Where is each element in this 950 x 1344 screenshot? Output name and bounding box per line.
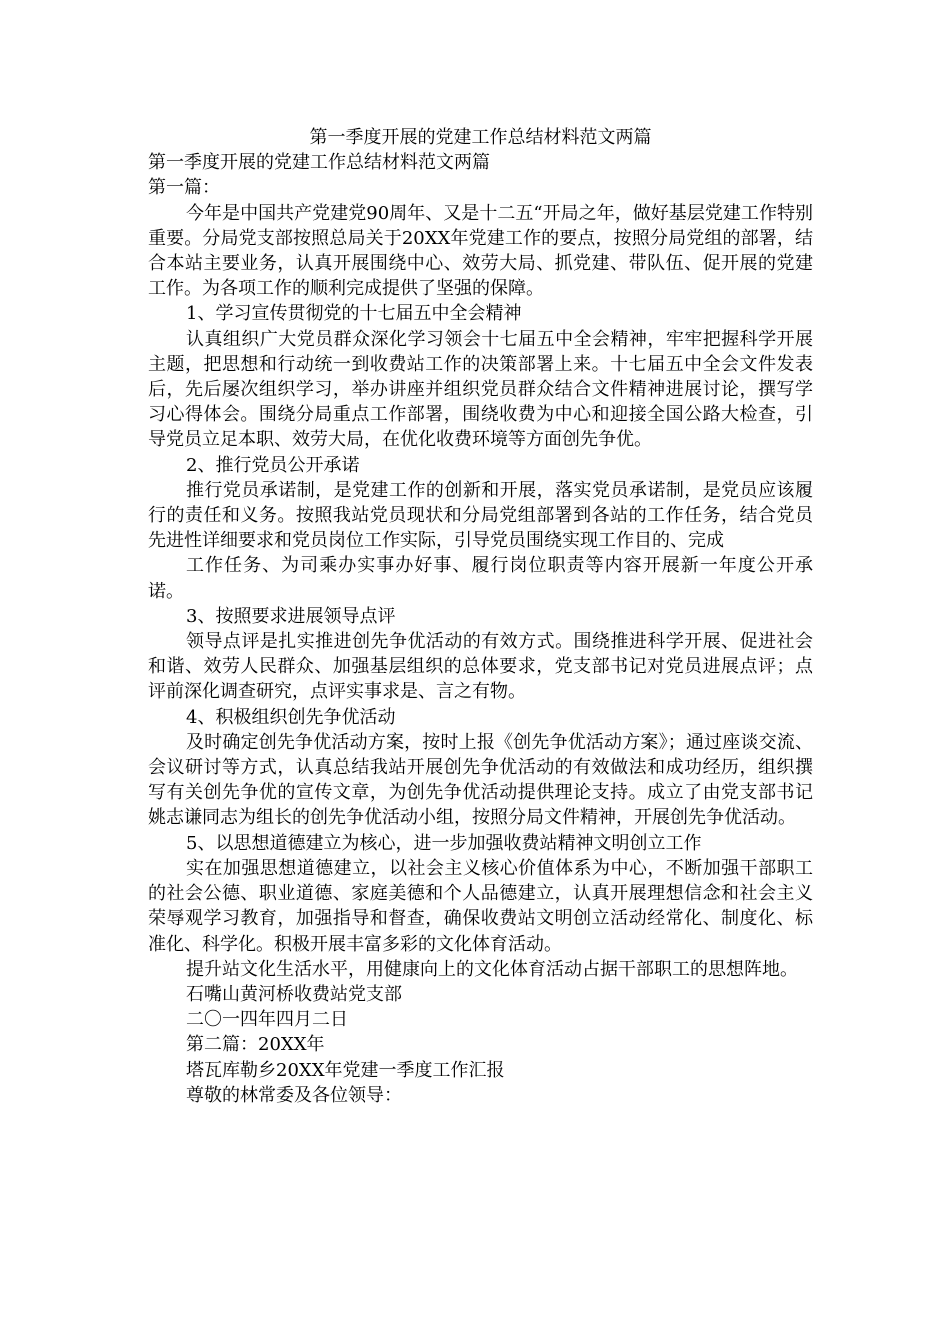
- section-4-heading: 4、积极组织创先争优活动: [186, 706, 396, 728]
- section-5-heading: 5、以思想道德建立为核心，进一步加强收费站精神文明创立工作: [186, 832, 702, 854]
- section-1-heading: 1、学习宣传贯彻党的十七届五中全会精神: [186, 303, 522, 325]
- part-two-title: 塔瓦库勒乡20XX年党建一季度工作汇报: [186, 1059, 505, 1081]
- section-5-paragraph-1: 实在加强思想道德建立，以社会主义核心价值体系为中心，不断加强干部职工的社会公德、职业道德、家庭美德和个人品德建立，认真开展理想信念和社会主义荣辱观学习教育，加强指导和督查，确保收费站文明创立活动经常化、制度化、标准化、科学化。积极开展丰富多彩的文化体育活动。: [148, 857, 813, 955]
- section-3-heading: 3、按照要求进展领导点评: [186, 605, 396, 627]
- document-page: [148, 125, 813, 1108]
- signature: 石嘴山黄河桥收费站党支部: [186, 983, 402, 1005]
- section-2-paragraph-2: 工作任务、为司乘办实事办好事、履行岗位职责等内容开展新一年度公开承诺。: [148, 555, 813, 602]
- section-2-paragraph-1: 推行党员承诺制，是党建工作的创新和开展，落实党员承诺制，是党员应该履行的责任和义务。按照我站党员现状和分局党组部署到各站的工作任务，结合党员先进性详细要求和党员岗位工作实际，引导党员围绕实现工作目的、完成: [148, 479, 813, 552]
- section-5-paragraph-2: 提升站文化生活水平，用健康向上的文化体育活动占据干部职工的思想阵地。: [186, 958, 798, 980]
- intro-paragraph: 今年是中国共产党建党90周年、又是十二五“开局之年，做好基层党建工作特别重要。分局党支部按照总局关于20XX年党建工作的要点，按照分局党组的部署，结合本站主要业务，认真开展围绕中心、效劳大局、抓党建、带队伍、促开展的党建工作。为各项工作的顺利完成提供了坚强的保障。: [148, 202, 813, 300]
- part-one-label: 第一篇：: [148, 177, 220, 199]
- section-4-paragraph: 及时确定创先争优活动方案，按时上报《创先争优活动方案》；通过座谈交流、会议研讨等方式，认真总结我站开展创先争优活动的有效做法和成功经历，组织撰写有关创先争优的宣传文章，为创先争优活动提供理论支持。成立了由党支部书记姚志谦同志为组长的创先争优活动小组，按照分局文件精神，开展创先争优活动。: [148, 731, 813, 829]
- section-1-paragraph: 认真组织广大党员群众深化学习领会十七届五中全会精神，牢牢把握科学开展主题，把思想和行动统一到收费站工作的决策部署上来。十七届五中全会文件发表后，先后屡次组织学习，举办讲座并组织党员群众结合文件精神进展讨论，撰写学习心得体会。围绕分局重点工作部署，围绕收费为中心和迎接全国公路大检查，引导党员立足本职、效劳大局，在优化收费环境等方面创先争优。: [148, 328, 813, 451]
- document-subtitle: 第一季度开展的党建工作总结材料范文两篇: [148, 152, 490, 174]
- salutation: 尊敬的林常委及各位领导：: [186, 1084, 402, 1106]
- document-title: 第一季度开展的党建工作总结材料范文两篇: [309, 127, 652, 148]
- part-two-label: 第二篇：20XX年: [186, 1034, 325, 1056]
- section-3-paragraph: 领导点评是扎实推进创先争优活动的有效方式。围绕推进科学开展、促进社会和谐、效劳人民群众、加强基层组织的总体要求，党支部书记对党员进展点评；点评前深化调查研究，点评实事求是、言之有物。: [148, 631, 813, 703]
- section-2-heading: 2、推行党员公开承诺: [186, 454, 360, 476]
- date: 二〇一四年四月二日: [186, 1009, 348, 1031]
